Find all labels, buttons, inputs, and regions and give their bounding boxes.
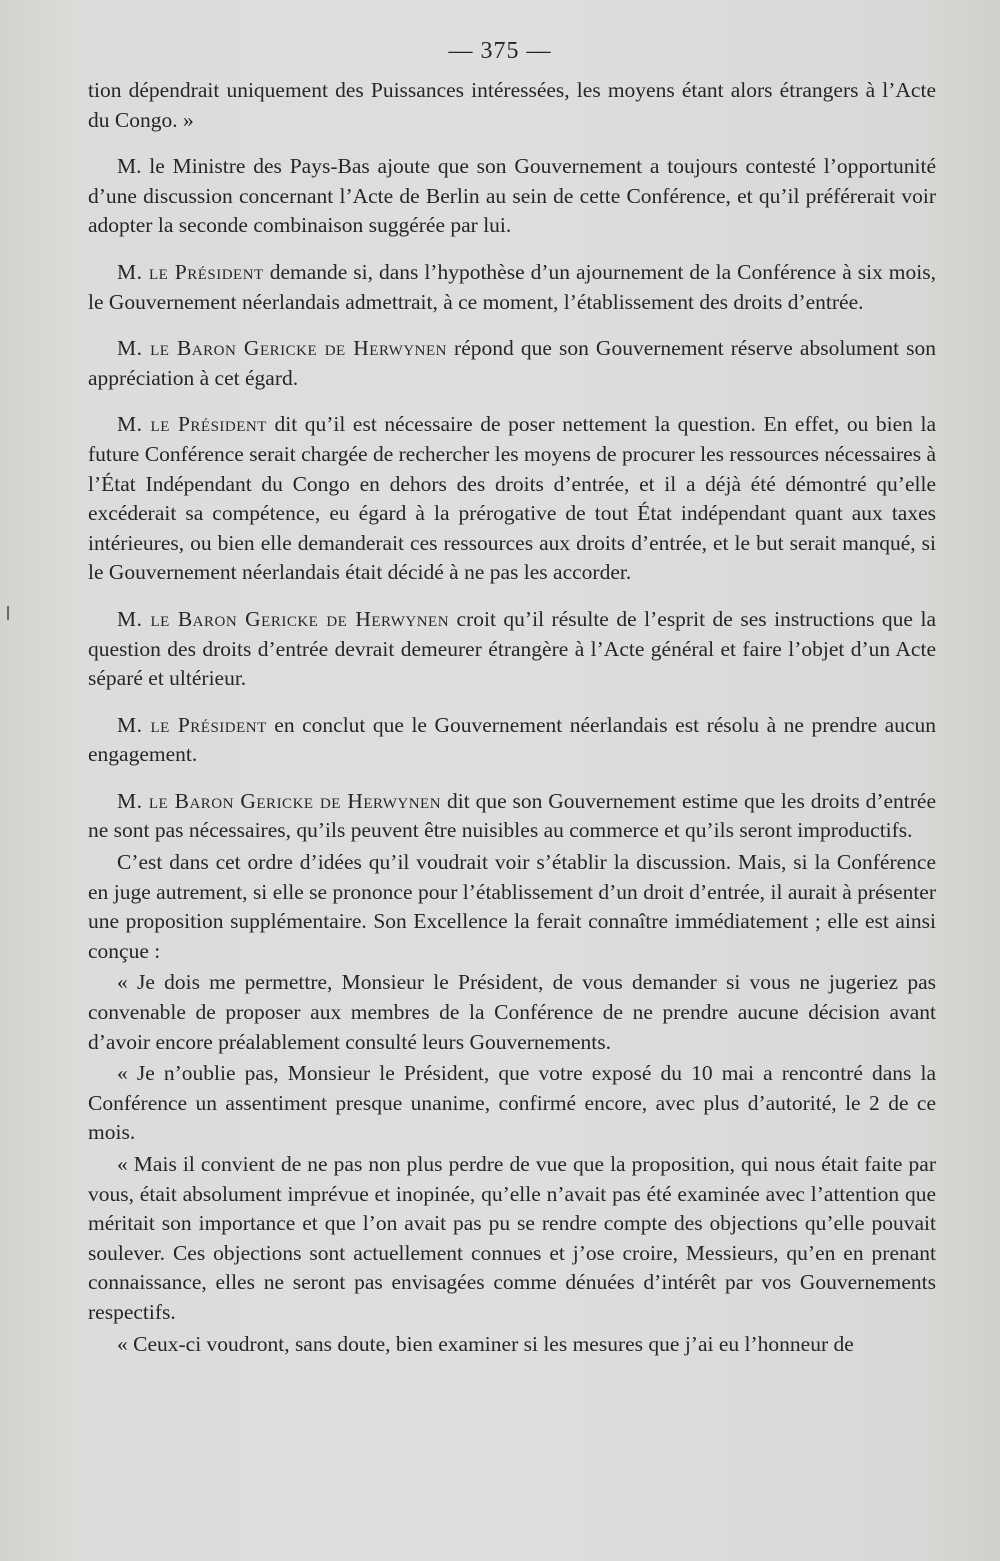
paragraph-text: croit qu’il résulte de l’esprit de ses instructions que la question des droits d’entrée devrait demeurer étrangère à l’Acte général et faire l’objet d’un Acte séparé et ultérieur.	[88, 606, 936, 691]
paragraph-text: C’est dans cet ordre d’idées qu’il voudrait voir s’établir la discussion. Mais, si la Conférence en juge autrement, si elle se prononce pour l’établissement d’un droit d’entrée, il aurait à présenter une proposition supplémentaire. Son Excellence la ferait connaître immédiatement ; elle est ainsi conçue :	[88, 850, 936, 963]
speaker-name: M. le Baron Gericke de Herwynen	[117, 606, 450, 631]
paragraph-text: dit que son Gouvernement estime que les droits d’entrée ne sont pas nécessaires, qu’ils peuvent être nuisibles au commerce et qu’ils seront improductifs.	[88, 788, 937, 843]
paragraph-3	[88, 258, 936, 317]
paragraph-text: demande si, dans l’hypothèse d’un ajournement de la Conférence à six mois, le Gouvernement néerlandais admettrait, à ce moment, l’établissement des droits d’entrée.	[88, 259, 936, 314]
quote-paragraph-4	[88, 1330, 936, 1360]
paragraph-text: « Mais il convient de ne pas non plus perdre de vue que la proposition, qui nous était faite par vous, était absolument imprévue et inopinée, qu’elle n’avait pas été examinée avec l’attention que méritait son importance et que l’on avait pas pu se rendre compte des objections qu’elle pouvait soulever. Ces objections sont actuellement connues et j’ose croire, Messieurs, qu’en en prenant connaissance, elles ne seront pas envisagées comme dénuées d’intérêt par vos Gouvernements respectifs.	[88, 1152, 936, 1324]
paragraph-6	[88, 605, 936, 694]
paragraph-4	[88, 334, 936, 393]
paragraph-text: tion dépendrait uniquement des Puissances intéressées, les moyens étant alors étrangers à l’Acte du Congo. »	[88, 78, 936, 132]
paragraph-text: « Je dois me permettre, Monsieur le Président, de vous demander si vous ne jugeriez pas convenable de proposer aux membres de la Conférence de ne prendre aucune décision avant d’avoir encore préalablement consulté leurs Gouvernements.	[88, 970, 936, 1054]
speaker-name: M. le Baron Gericke de Herwynen	[117, 788, 442, 813]
body-text	[88, 76, 936, 1359]
quote-paragraph-1	[88, 968, 936, 1057]
paragraph-text: « Ceux-ci voudront, sans doute, bien examiner si les mesures que j’ai eu l’honneur de	[117, 1331, 854, 1356]
paragraph-5	[88, 410, 936, 588]
paragraph-text: répond que son Gouvernement réserve absolument son appréciation à cet égard.	[88, 336, 936, 390]
paragraph-2	[88, 152, 936, 241]
paragraph-text: M. le Ministre des Pays-Bas ajoute que son Gouvernement a toujours contesté l’opportunité d’une discussion concernant l’Acte de Berlin au sein de cette Conférence, et qu’il préférerait voir adopter la seconde combinaison suggérée par lui.	[88, 154, 936, 238]
quote-paragraph-2	[88, 1059, 936, 1148]
speaker-name: M. le Président	[117, 712, 267, 737]
paragraph-text: dit qu’il est nécessaire de poser nettement la question. En effet, ou bien la future Conférence serait chargée de rechercher les moyens de procurer les ressources nécessaires à l’État Indépendant du Congo en dehors des droits d’entrée, et il a déjà été démontré qu’elle excéderait sa compétence, eu égard à la prérogative de tout État indépendant quant aux taxes intérieures, ou bien elle demanderait ces ressources aux droits d’entrée, et le but serait manqué, si le Gouvernement néerlandais était décidé à ne pas les accorder.	[88, 412, 936, 585]
page-number: — 375 —	[448, 38, 552, 64]
speaker-name: M. le Président	[117, 412, 267, 437]
quote-paragraph-3	[88, 1150, 936, 1328]
speaker-name: M. le Baron Gericke de Herwynen	[117, 336, 447, 361]
margin-mark	[7, 606, 9, 620]
paragraph-text: « Je n’oublie pas, Monsieur le Président, que votre exposé du 10 mai a rencontré dans la Conférence un assentiment presque unanime, confirmé encore, avec plus d’autorité, le 2 de ce mois.	[88, 1061, 936, 1145]
speaker-name: M. le Président	[117, 259, 264, 284]
paragraph-text: en conclut que le Gouvernement néerlandais est résolu à ne prendre aucun engagement.	[88, 712, 936, 767]
paragraph-9	[88, 848, 936, 966]
paragraph-1	[88, 76, 936, 135]
paragraph-7	[88, 711, 936, 770]
paragraph-8	[88, 787, 936, 846]
